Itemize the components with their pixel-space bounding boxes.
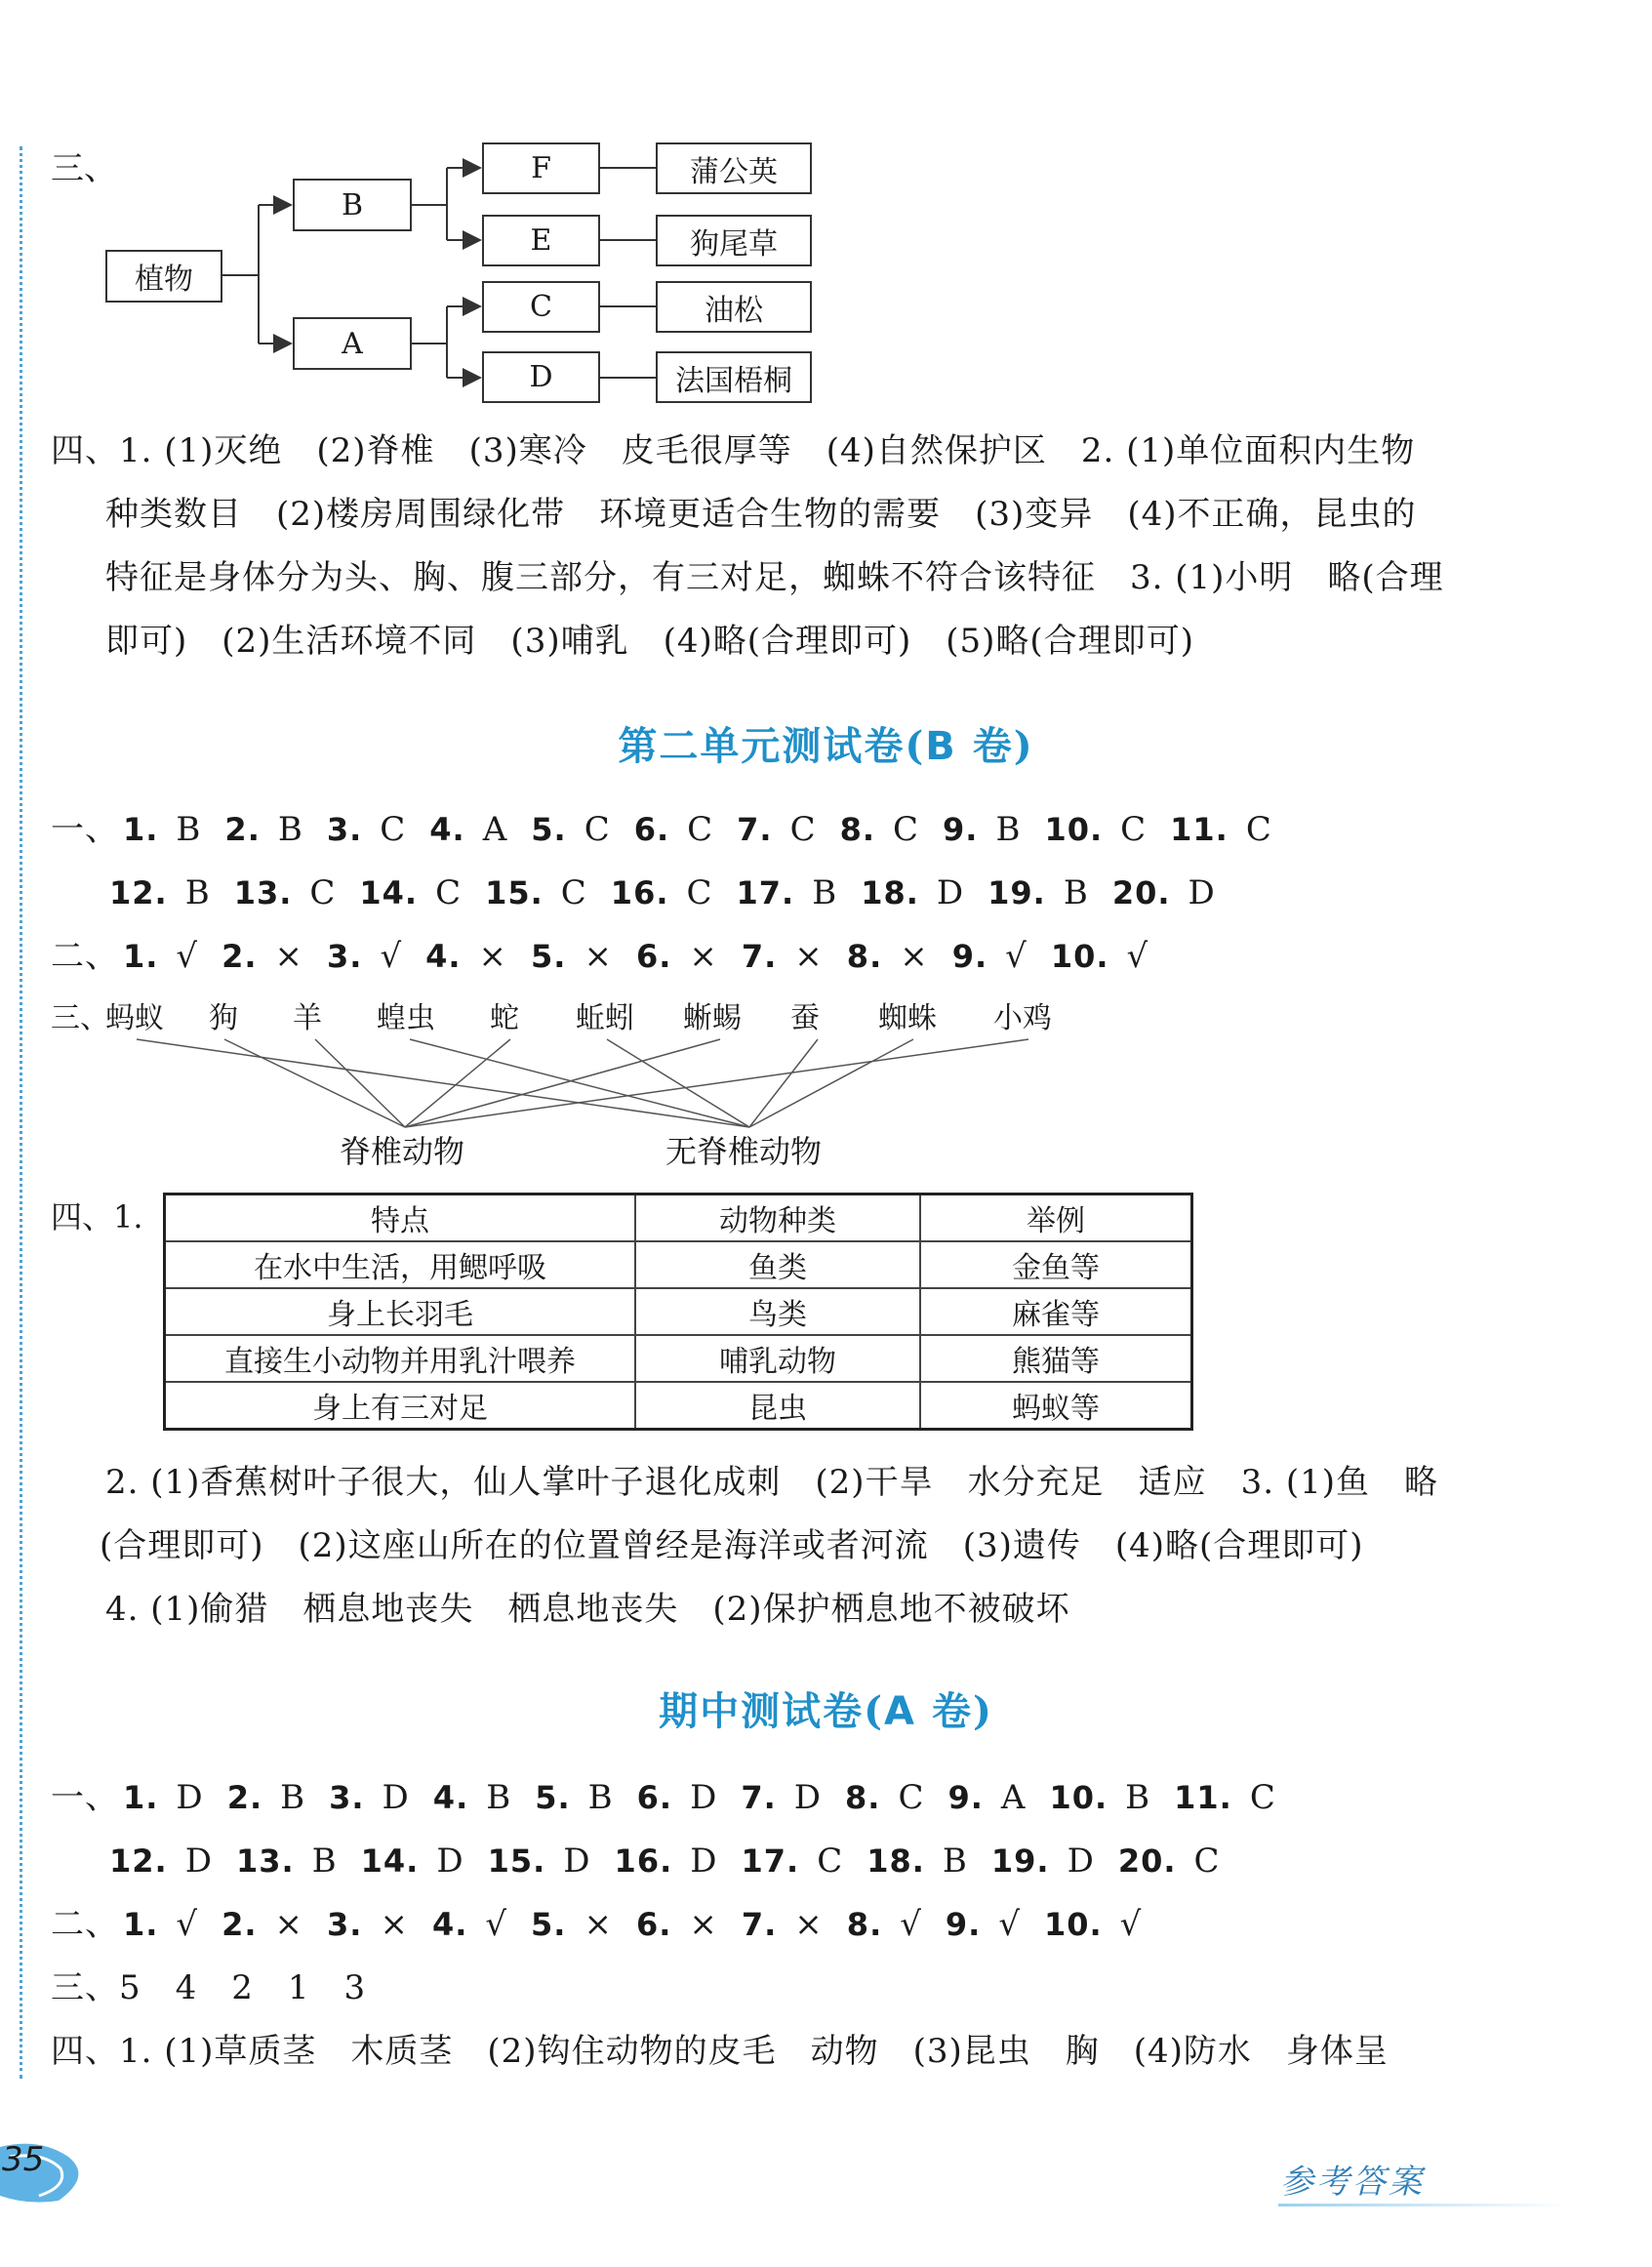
table-cell: 昆虫 — [635, 1382, 920, 1430]
answer-value: × — [689, 937, 718, 976]
question-number: 18. — [861, 874, 919, 911]
question-number: 4. — [431, 1906, 468, 1943]
answer-value: C — [380, 810, 407, 849]
table-cell: 身上有三对足 — [165, 1382, 636, 1430]
tf-answers-row: 二、 1. √ 2. × 3. × 4. √ 5. × 6. × 7. × 8. √ 9. √ 10. √ — [51, 1905, 1143, 1944]
table-cell: 金鱼等 — [920, 1241, 1192, 1288]
question-number: 16. — [610, 874, 669, 911]
match-section-label: 三、 — [51, 1001, 109, 1035]
question-number: 15. — [487, 1842, 546, 1880]
answer-value: × — [900, 937, 929, 976]
question-number: 6. — [633, 811, 670, 848]
answer-line: 2. (1)香蕉树叶子很大，仙人掌叶子退化成刺 (2)干旱 水分充足 适应 3. (1)鱼 略 — [105, 1463, 1438, 1502]
answer-value: × — [584, 1905, 613, 1944]
animal-item: 狗 — [209, 1001, 238, 1035]
animal-item: 蝗虫 — [377, 1001, 435, 1035]
answer-value: √ — [176, 937, 199, 976]
answer-value: × — [478, 937, 508, 976]
question-number: 3. — [329, 1779, 365, 1816]
answer-value: C — [893, 810, 920, 849]
question-number: 1. — [123, 1906, 159, 1943]
question-number: 5. — [531, 1906, 567, 1943]
tree-plant-box: 狗尾草 — [656, 215, 812, 266]
answer-value: √ — [1005, 937, 1027, 976]
table-cell: 直接生小动物并用乳汁喂养 — [165, 1335, 636, 1382]
question-number: 7. — [737, 811, 773, 848]
tree-code-e-box: E — [482, 215, 600, 266]
table-section-label: 四、1. — [51, 1198, 143, 1235]
answer-value: × — [274, 937, 304, 976]
table-header-row — [165, 1194, 1192, 1242]
answer-value: B — [995, 810, 1022, 849]
answer-line: 四、1. (1)灭绝 (2)脊椎 (3)寒冷 皮毛很厚等 (4)自然保护区 2. (1)单位面积内生物 — [51, 431, 1416, 470]
question-number: 6. — [635, 938, 672, 975]
animal-item: 蚯蚓 — [576, 1001, 634, 1035]
question-number: 9. — [951, 938, 988, 975]
answer-value: B — [280, 1778, 306, 1817]
answer-value: B — [587, 1778, 614, 1817]
tf-answers-row: 二、 1. √ 2. × 3. √ 4. × 5. × 6. × 7. × 8. × 9. √ 10. √ — [51, 937, 1149, 976]
animal-item: 蜘蛛 — [878, 1001, 937, 1035]
answer-value: D — [936, 873, 965, 912]
answer-value: D — [436, 1842, 464, 1881]
question-number: 5. — [531, 811, 567, 848]
answer-value: √ — [1119, 1905, 1143, 1944]
answer-value: × — [794, 1905, 824, 1944]
question-number: 1. — [123, 1779, 159, 1816]
answer-value: D — [382, 1778, 410, 1817]
question-number: 9. — [943, 811, 979, 848]
answer-line: 四、1. (1)草质茎 木质茎 (2)钩住动物的皮毛 动物 (3)昆虫 胸 (4)防水 身体呈 — [51, 2032, 1389, 2071]
question-number: 17. — [741, 1842, 800, 1880]
question-number: 3. — [326, 811, 363, 848]
question-number: 7. — [741, 1779, 777, 1816]
question-number: 8. — [839, 811, 875, 848]
footer-rule — [1278, 2204, 1571, 2206]
question-number: 1. — [123, 938, 159, 975]
answer-value: √ — [380, 937, 403, 976]
table-row — [165, 1241, 1192, 1288]
question-number: 13. — [235, 1842, 295, 1880]
table-cell: 麻雀等 — [920, 1288, 1192, 1335]
answer-value: D — [793, 1778, 823, 1817]
answer-value: D — [176, 1778, 204, 1817]
question-number: 6. — [635, 1906, 672, 1943]
animal-item: 羊 — [293, 1001, 322, 1035]
table-header-cell: 特点 — [165, 1194, 636, 1242]
question-number: 2. — [222, 938, 258, 975]
question-number: 19. — [987, 874, 1046, 911]
section-title-midterm-a: 期中测试卷(A 卷) — [659, 1688, 993, 1734]
answer-value: C — [817, 1842, 844, 1881]
question-number: 2. — [224, 811, 261, 848]
table-header-cell: 举例 — [920, 1194, 1192, 1242]
answer-value: D — [690, 1778, 718, 1817]
tree-code-c-box: C — [482, 281, 600, 333]
answer-value: C — [789, 810, 817, 849]
question-number: 12. — [109, 1842, 168, 1880]
table-cell: 身上长羽毛 — [165, 1288, 636, 1335]
table-cell: 在水中生活，用鳃呼吸 — [165, 1241, 636, 1288]
answer-value: D — [563, 1842, 591, 1881]
answer-value: C — [687, 810, 714, 849]
tree-plant-box: 油松 — [656, 281, 812, 333]
answer-value: C — [686, 873, 713, 912]
answer-value: D — [1067, 1842, 1095, 1881]
question-number: 11. — [1170, 811, 1229, 848]
tree-group-a-box: A — [293, 317, 412, 370]
answer-value: C — [435, 873, 463, 912]
question-number: 11. — [1174, 1779, 1232, 1816]
answer-value: D — [690, 1842, 718, 1881]
answer-value: C — [309, 873, 337, 912]
tree-plant-box: 蒲公英 — [656, 142, 812, 194]
question-number: 3. — [327, 938, 363, 975]
question-number: 15. — [485, 874, 544, 911]
question-number: 2. — [226, 1779, 263, 1816]
tree-root-box: 植物 — [105, 250, 222, 303]
question-number: 3. — [327, 1906, 363, 1943]
animal-item: 蜥蜴 — [683, 1001, 742, 1035]
answer-value: √ — [1126, 937, 1149, 976]
mc-answers-row-2 — [105, 1840, 1628, 1882]
animal-item: 蚕 — [790, 1001, 820, 1035]
answer-line: 种类数目 (2)楼房周围绿化带 环境更适合生物的需要 (3)变异 (4)不正确，昆虫的 — [105, 495, 1417, 534]
answer-value: B — [311, 1842, 338, 1881]
invertebrate-group-label: 无脊椎动物 — [665, 1133, 823, 1170]
question-number: 10. — [1043, 1906, 1103, 1943]
answer-value: × — [794, 937, 824, 976]
answer-line: (合理即可) (2)这座山所在的位置曾经是海洋或者河流 (3)遗传 (4)略(合理即可) — [100, 1526, 1364, 1565]
answer-value: B — [486, 1778, 512, 1817]
question-number: 1. — [123, 811, 159, 848]
answer-value: B — [1063, 873, 1089, 912]
answer-value: C — [898, 1778, 925, 1817]
page-number: 35 — [2, 2140, 45, 2179]
table-header-cell: 动物种类 — [635, 1194, 920, 1242]
answer-value: C — [1120, 810, 1148, 849]
vertebrate-group-label: 脊椎动物 — [340, 1133, 465, 1170]
question-number: 8. — [846, 938, 883, 975]
table-row — [165, 1382, 1192, 1430]
answer-value: D — [1188, 873, 1216, 912]
question-number: 20. — [1117, 1842, 1177, 1880]
question-number: 14. — [360, 1842, 420, 1880]
answer-value: C — [584, 810, 611, 849]
question-number: 9. — [947, 1779, 984, 1816]
answer-value: √ — [998, 1905, 1021, 1944]
answer-value: B — [812, 873, 838, 912]
answer-value: A — [482, 810, 508, 849]
answer-value: C — [560, 873, 587, 912]
answer-value: B — [1125, 1778, 1151, 1817]
answer-value: B — [277, 810, 303, 849]
answer-value: C — [1193, 1842, 1221, 1881]
order-answer-line: 三、5 4 2 1 3 — [51, 1968, 367, 2007]
question-number: 10. — [1044, 811, 1104, 848]
tree-code-f-box: F — [482, 142, 600, 194]
question-number: 9. — [945, 1906, 982, 1943]
question-number: 7. — [741, 1906, 778, 1943]
question-number: 5. — [535, 1779, 571, 1816]
table-row — [165, 1288, 1192, 1335]
question-number: 20. — [1111, 874, 1171, 911]
tree-group-b-box: B — [293, 179, 412, 231]
tree-plant-box: 法国梧桐 — [656, 351, 812, 403]
answer-value: × — [380, 1905, 409, 1944]
question-number: 8. — [846, 1906, 883, 1943]
table-cell: 熊猫等 — [920, 1335, 1192, 1382]
answer-value: B — [942, 1842, 968, 1881]
answer-value: B — [176, 810, 202, 849]
section-title-unit2-b: 第二单元测试卷(B 卷) — [618, 723, 1034, 769]
answer-value: C — [1249, 1778, 1276, 1817]
answer-value: D — [184, 1842, 213, 1881]
question-number: 18. — [866, 1842, 925, 1880]
question-number: 13. — [233, 874, 293, 911]
answer-value: √ — [485, 1905, 508, 1944]
question-number: 7. — [741, 938, 778, 975]
question-number: 12. — [109, 874, 168, 911]
question-number: 4. — [425, 938, 462, 975]
question-number: 5. — [531, 938, 567, 975]
question-number: 17. — [736, 874, 795, 911]
answer-value: × — [689, 1905, 718, 1944]
question-number: 8. — [845, 1779, 881, 1816]
answer-line: 特征是身体分为头、胸、腹三部分，有三对足，蜘蛛不符合该特征 3. (1)小明 略(合理 — [105, 558, 1444, 597]
answer-value: √ — [176, 1905, 199, 1944]
animal-item: 小鸡 — [993, 1001, 1052, 1035]
answer-line: 4. (1)偷猎 栖息地丧失 栖息地丧失 (2)保护栖息地不被破坏 — [105, 1590, 1070, 1629]
footer-label: 参考答案 — [1280, 2163, 1425, 2202]
answer-value: × — [274, 1905, 304, 1944]
animal-item: 蛇 — [490, 1001, 519, 1035]
table-cell: 鱼类 — [635, 1241, 920, 1288]
answer-value: B — [184, 873, 211, 912]
answer-line: 即可) (2)生活环境不同 (3)哺乳 (4)略(合理即可) (5)略(合理即可) — [105, 622, 1194, 661]
question-number: 6. — [636, 1779, 673, 1816]
question-number: 4. — [432, 1779, 469, 1816]
question-number: 16. — [614, 1842, 673, 1880]
mc-answers-row-1: 一、 1. D 2. B 3. D 4. B 5. B 6. D 7. D 8. C 9. A 10. B 11. C — [51, 1778, 1276, 1817]
answer-value: × — [584, 937, 613, 976]
table-row — [165, 1335, 1192, 1382]
tree-code-d-box: D — [482, 351, 600, 403]
animal-item: 蚂蚁 — [105, 1001, 164, 1035]
table-cell: 蚂蚁等 — [920, 1382, 1192, 1430]
answer-value: C — [1245, 810, 1272, 849]
animal-traits-table — [163, 1193, 1193, 1431]
question-number: 10. — [1049, 1779, 1108, 1816]
mc-answers-row-1: 一、 1. B 2. B 3. C 4. A 5. C 6. C 7. C 8. C 9. B 10. C 11. C — [51, 810, 1272, 849]
answer-value: A — [1000, 1778, 1027, 1817]
table-cell: 哺乳动物 — [635, 1335, 920, 1382]
question-number: 19. — [990, 1842, 1050, 1880]
question-number: 4. — [429, 811, 465, 848]
tree-section-label: 三、 — [51, 149, 117, 188]
question-number: 14. — [359, 874, 419, 911]
question-number: 10. — [1050, 938, 1109, 975]
answer-value: √ — [900, 1905, 922, 1944]
table-cell: 鸟类 — [635, 1288, 920, 1335]
question-number: 2. — [222, 1906, 258, 1943]
